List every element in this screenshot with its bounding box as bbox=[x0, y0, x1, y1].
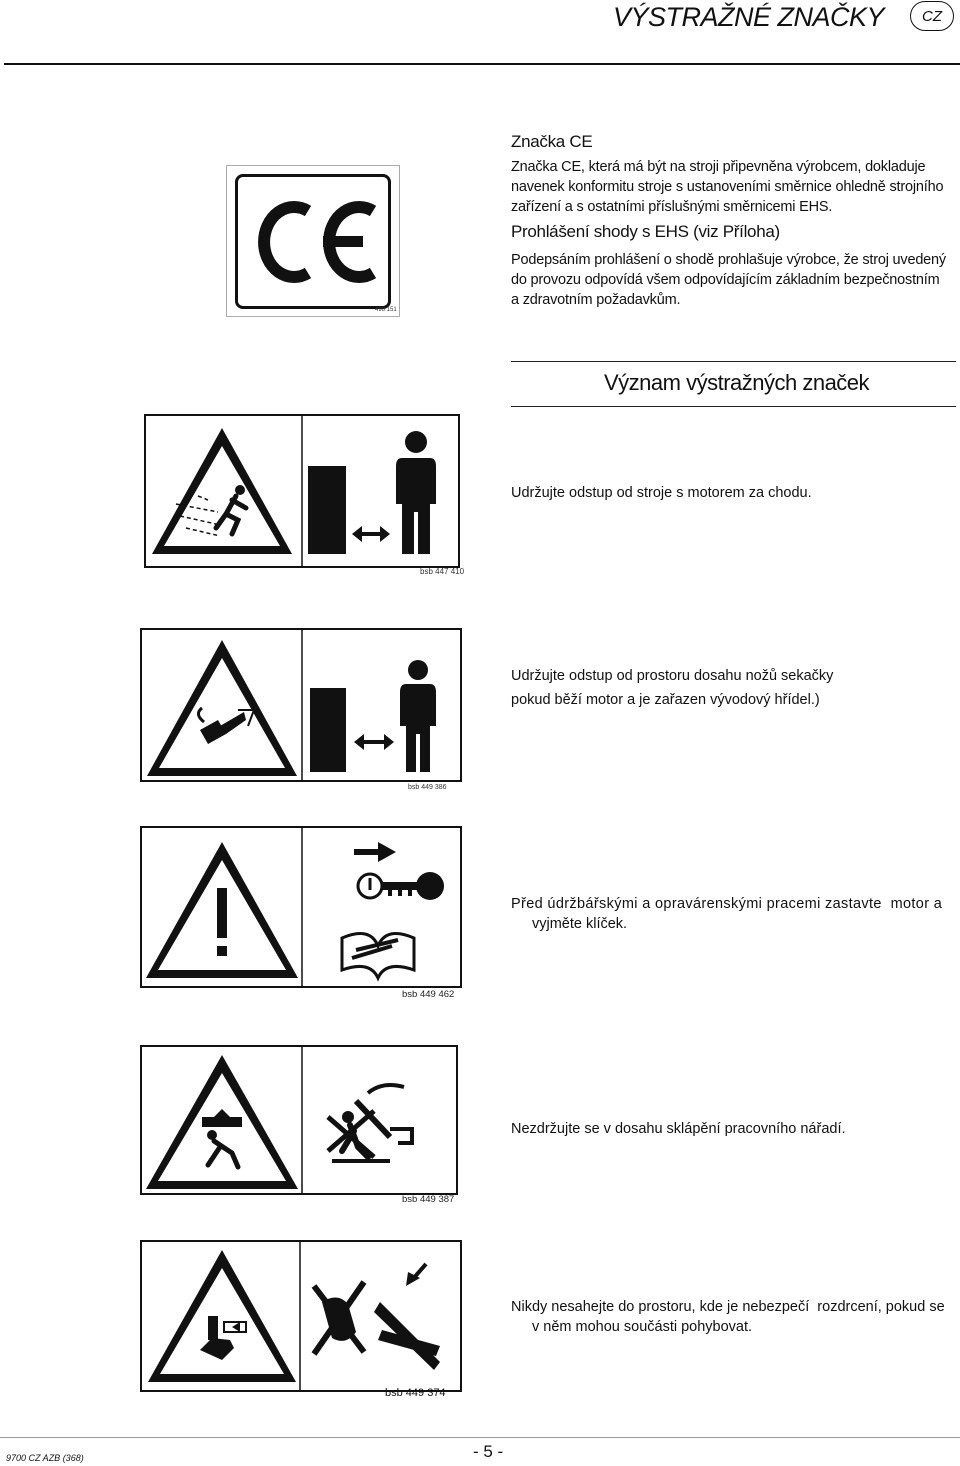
sign-description bbox=[511, 1117, 846, 1141]
sign-code: bsb 449 386 bbox=[408, 784, 447, 791]
title-rule-bottom bbox=[511, 406, 956, 407]
declaration-line: do provozu odpovídá všem odpovídajícím základním bezpečnostním bbox=[511, 272, 940, 288]
sign-code: bsb 447 410 bbox=[420, 567, 465, 576]
ce-body bbox=[511, 157, 956, 217]
signs-title: Význam výstražných značek bbox=[604, 370, 870, 395]
ce-label-code: 498 151 bbox=[375, 307, 397, 313]
warning-sign-keep-distance bbox=[144, 414, 460, 568]
sign-code: bsb 449 374 bbox=[385, 1387, 446, 1399]
sign-description-line: vyjměte klíček. bbox=[532, 916, 628, 932]
document-code: 9700 CZ AZB (368) bbox=[6, 1453, 84, 1463]
ce-label bbox=[226, 165, 400, 317]
crush-hazard-icon bbox=[142, 1242, 460, 1390]
sign-description-line: pokud běží motor a je zařazen vývodový hřídel.) bbox=[511, 692, 820, 708]
sign-description-line: Udržujte odstup od prostoru dosahu nožů sekačky bbox=[511, 668, 834, 684]
declaration-line: Podepsáním prohlášení o shodě prohlašuje výrobce, že stroj uvedený bbox=[511, 252, 946, 268]
warning-sign-tilting-tool bbox=[140, 1045, 458, 1195]
language-badge: CZ bbox=[910, 1, 954, 31]
sign-description-line: v něm mohou součásti pohybovat. bbox=[532, 1319, 753, 1335]
page-header-title: VÝSTRAŽNÉ ZNAČKY bbox=[612, 2, 884, 32]
title-rule-top bbox=[511, 361, 956, 362]
page-number: - 5 - bbox=[473, 1442, 504, 1461]
declaration-body bbox=[511, 250, 956, 310]
warning-sign-remove-key bbox=[140, 826, 462, 988]
mower-blade-icon bbox=[142, 630, 460, 780]
sign-description bbox=[511, 892, 958, 936]
sign-description-line: Nikdy nesahejte do prostoru, kde je nebezpečí rozdrcení, pokud se bbox=[511, 1299, 945, 1315]
sign-description-line: Před údržbářskými a opravárenskými pracemi zastavte motor a bbox=[511, 896, 943, 912]
ce-body-line: Značka CE, která má být na stroji připevněna výrobcem, dokladuje bbox=[511, 159, 926, 175]
warning-sign-crush-hazard bbox=[140, 1240, 462, 1392]
remove-key-icon bbox=[142, 828, 460, 986]
sign-description-line: Nezdržujte se v dosahu sklápění pracovního nářadí. bbox=[511, 1121, 846, 1137]
declaration-heading: Prohlášení shody s EHS (viz Příloha) bbox=[511, 222, 780, 241]
ce-mark-icon bbox=[238, 177, 388, 307]
footer-divider bbox=[0, 1437, 960, 1438]
header-divider bbox=[4, 63, 960, 65]
ce-heading: Značka CE bbox=[511, 132, 593, 151]
sign-description-line: Udržujte odstup od stroje s motorem za chodu. bbox=[511, 485, 812, 501]
keep-distance-icon bbox=[146, 416, 458, 566]
ce-body-line: navenek konformitu stroje s ustanoveními směrnice ohledně strojního bbox=[511, 179, 944, 195]
ce-body-line: zařízení a s ostatními příslušnými směrnicemi EHS. bbox=[511, 199, 833, 215]
sign-description bbox=[511, 664, 833, 712]
warning-sign-mower-blades bbox=[140, 628, 462, 782]
declaration-line: a zdravotním požadavkům. bbox=[511, 292, 681, 308]
sign-description bbox=[511, 1295, 958, 1339]
sign-code: bsb 449 462 bbox=[402, 989, 455, 1000]
sign-description bbox=[511, 481, 812, 505]
tilting-tool-icon bbox=[142, 1047, 456, 1193]
sign-code: bsb 449 387 bbox=[402, 1194, 455, 1205]
